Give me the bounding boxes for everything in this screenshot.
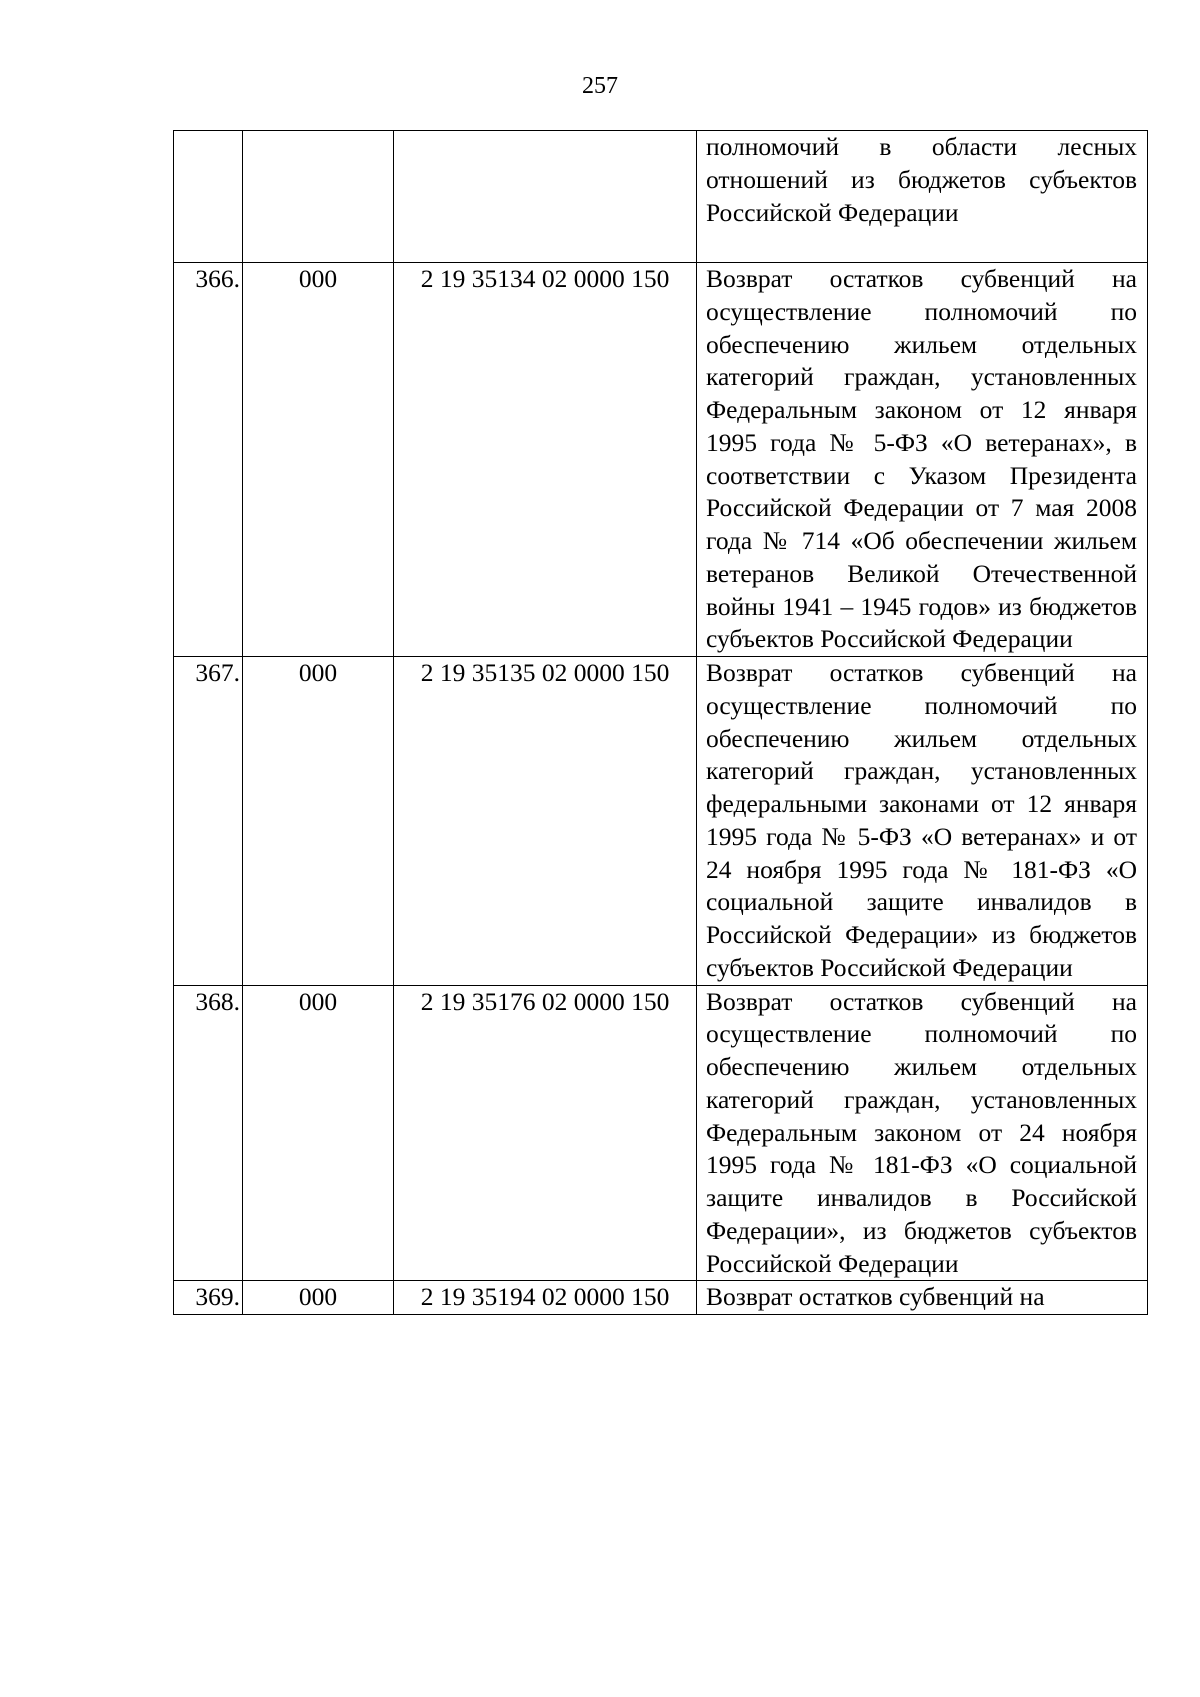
cell-admin-code: 000	[243, 263, 394, 657]
description-text: полномочий в области лесных отношений из бюджетов субъектов Российской Федерации	[706, 132, 1137, 227]
cell-admin-code: 000	[243, 985, 394, 1281]
cell-description	[697, 131, 1148, 263]
cell-description	[697, 263, 1148, 657]
description-text: Возврат остатков субвенций на осуществление полномочий по обеспечению жильем отдельных категорий граждан, установленных Федеральным законом от 12 января 1995 года № 5-ФЗ «О ветеранах», в соответствии с Указом Президента Российской Федерации от 7 мая 2008 года № 714 «Об обеспечении жильем ветеранов Великой Отечественной войны 1941 – 1945 годов» из бюджетов субъектов Российской Федерации	[706, 264, 1137, 654]
description-text: Возврат остатков субвенций на осуществление полномочий по обеспечению жильем отдельных категорий граждан, установленных федеральными законами от 12 января 1995 года № 5-ФЗ «О ветеранах» и от 24 ноября 1995 года № 181-ФЗ «О социальной защите инвалидов в Российской Федерации» из бюджетов субъектов Российской Федерации	[706, 658, 1137, 982]
cell-number: 368.	[174, 985, 243, 1281]
cell-admin-code	[243, 131, 394, 263]
cell-budget-code: 2 19 35135 02 0000 150	[394, 657, 697, 986]
cell-number: 369.	[174, 1281, 243, 1315]
page-number: 257	[582, 73, 618, 99]
table-row	[174, 657, 1148, 986]
budget-codes-table	[173, 130, 1148, 1315]
cell-budget-code: 2 19 35176 02 0000 150	[394, 985, 697, 1281]
table-row	[174, 985, 1148, 1281]
table-row	[174, 1281, 1148, 1315]
cell-number: 367.	[174, 657, 243, 986]
cell-budget-code	[394, 131, 697, 263]
cell-description	[697, 985, 1148, 1281]
table-row	[174, 263, 1148, 657]
cell-admin-code: 000	[243, 1281, 394, 1315]
description-text: Возврат остатков субвенций на	[706, 1282, 1045, 1312]
cell-budget-code: 2 19 35194 02 0000 150	[394, 1281, 697, 1315]
cell-description	[697, 1281, 1148, 1315]
cell-admin-code: 000	[243, 657, 394, 986]
cell-number	[174, 131, 243, 263]
cell-number: 366.	[174, 263, 243, 657]
table-row-continuation	[174, 131, 1148, 263]
cell-budget-code: 2 19 35134 02 0000 150	[394, 263, 697, 657]
cell-description	[697, 657, 1148, 986]
description-text: Возврат остатков субвенций на осуществление полномочий по обеспечению жильем отдельных категорий граждан, установленных Федеральным законом от 24 ноября 1995 года № 181-ФЗ «О социальной защите инвалидов в Российской Федерации», из бюджетов субъектов Российской Федерации	[706, 986, 1137, 1278]
